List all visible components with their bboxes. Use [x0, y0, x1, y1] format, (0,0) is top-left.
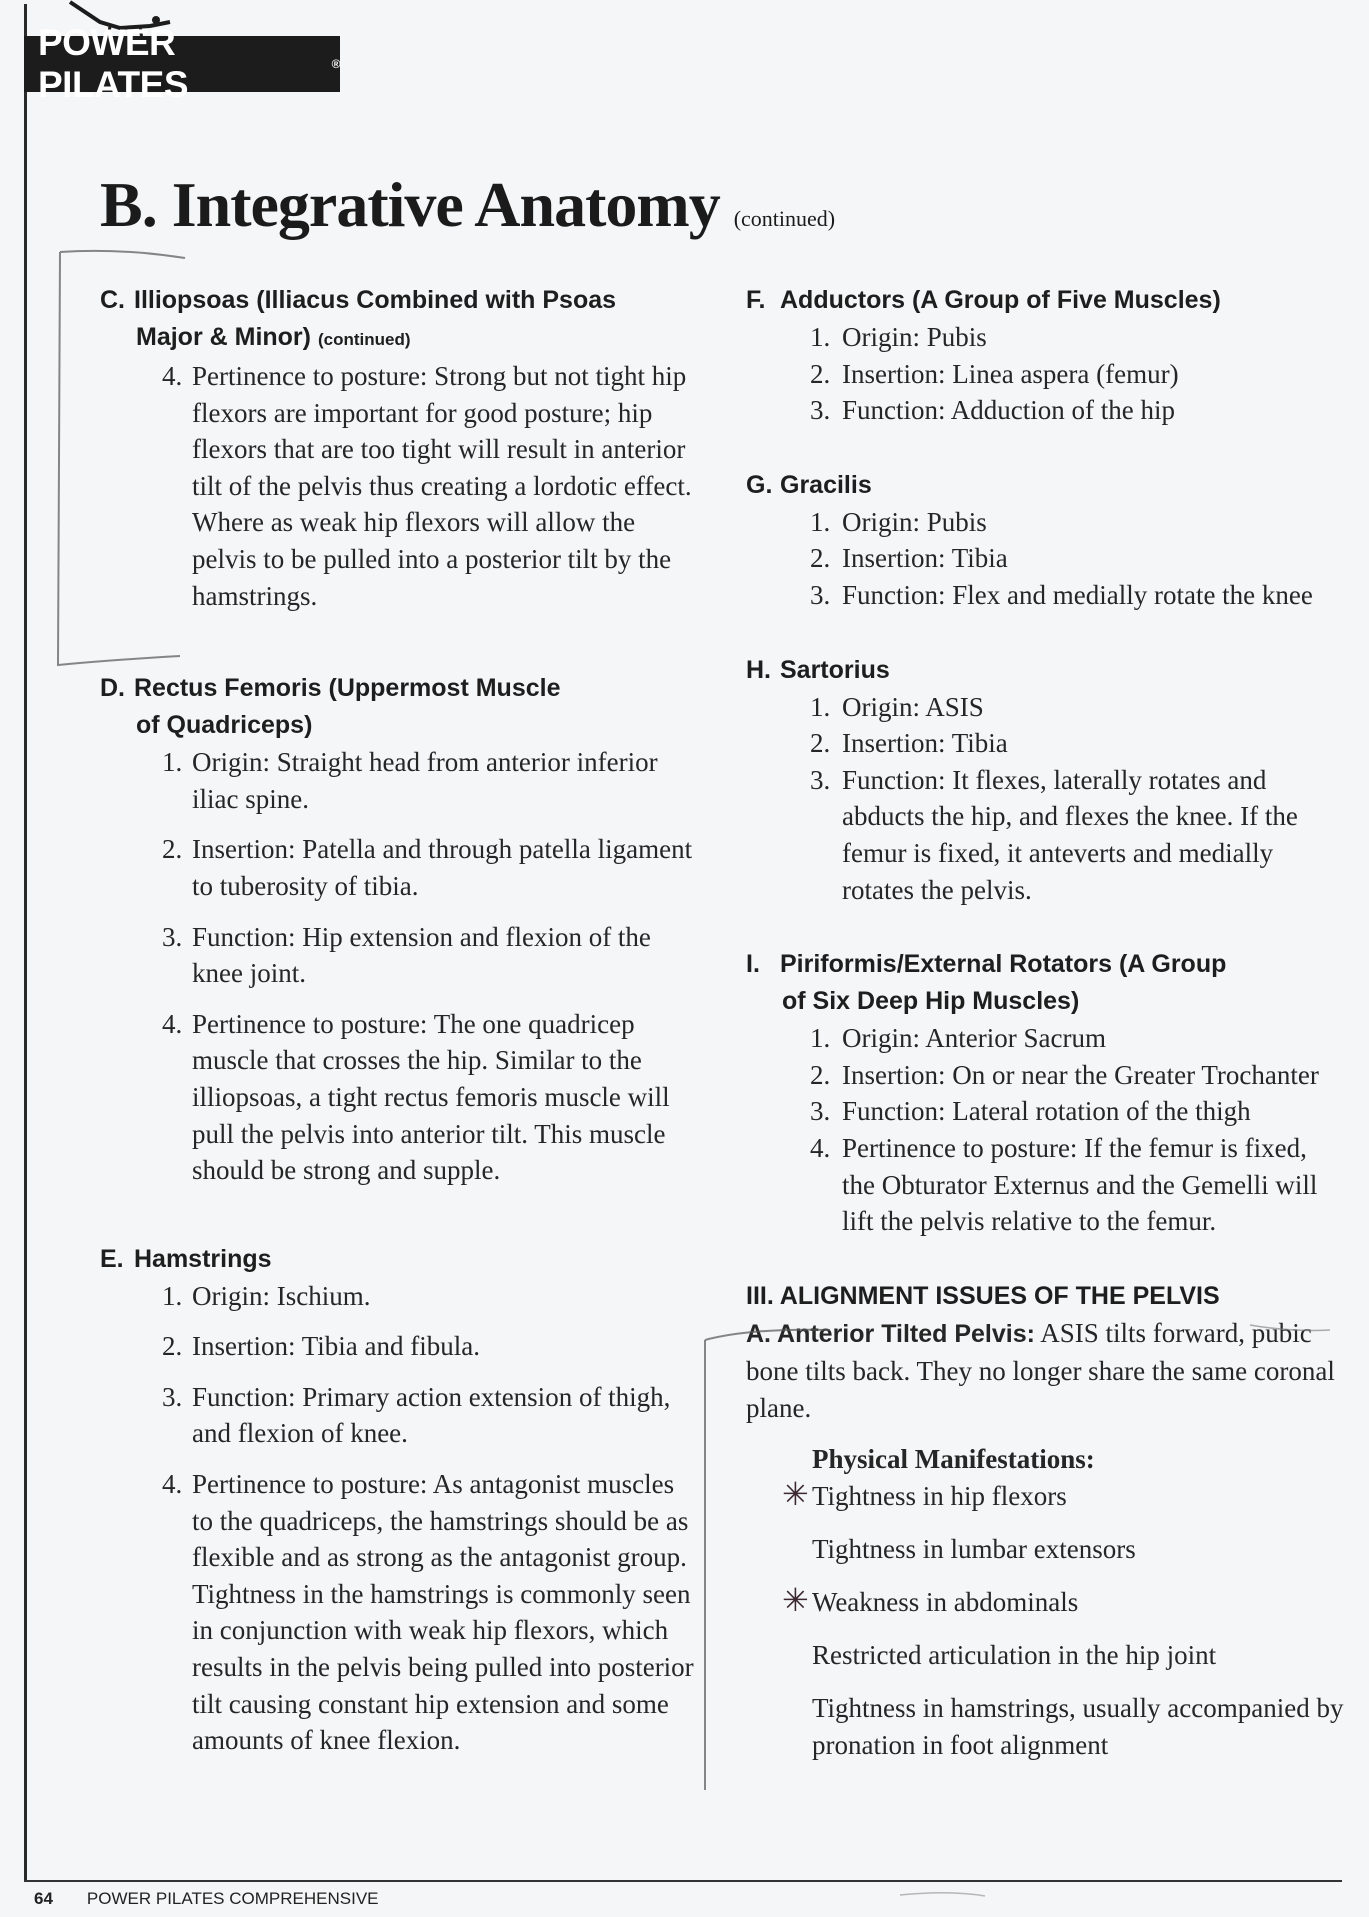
page-footer	[34, 1889, 379, 1909]
section-g-gracilis	[746, 467, 1346, 614]
list-item: 4. Pertinence to posture: Strong but not tight hip flexors are important for good posture; hip flexors that are too tight will result in anterior tilt of the pelvis thus creating a lordotic effect. Where as weak hip flexors will allow the pelvis to be pulled into a posterior tilt by the hamstrings.	[162, 361, 692, 611]
list-item: 1. Origin: Pubis	[810, 506, 987, 537]
section-c-illiopsoas	[100, 282, 700, 614]
right-column	[746, 282, 1346, 1780]
section-list	[746, 319, 1346, 429]
list-item: Restricted articulation in the hip joint	[812, 1639, 1217, 1670]
anterior-tilted-pelvis-text: A. Anterior Tilted Pelvis: ASIS tilts forward, pubic bone tilts back. They no longer share the same coronal plane.	[746, 1317, 1335, 1423]
list-item: 3. Function: Lateral rotation of the thigh	[810, 1096, 1251, 1127]
physical-manifestations-heading: Physical Manifestations:	[812, 1443, 1095, 1474]
section-d-rectus-femoris	[100, 670, 700, 1189]
list-item: 1. Origin: ASIS	[810, 691, 984, 722]
footer-rule	[24, 1880, 1342, 1882]
list-item: 4. Pertinence to posture: As antagonist muscles to the quadriceps, the hamstrings should be as flexible and as strong as the antagonist group. Tightness in the hamstrings is commonly seen in conjunction with weak hip flexors, which results in the pelvis being pulled into posterior tilt causing constant hip extension and some amounts of knee flexion.	[162, 1469, 694, 1756]
list-item: 3. Function: Primary action extension of thigh, and flexion of knee.	[162, 1381, 671, 1449]
section-list	[100, 744, 700, 1189]
list-item: ✳ Weakness in abdominals	[782, 1581, 1079, 1618]
logo-registered-mark: ®	[331, 57, 340, 71]
major-section-heading: III. ALIGNMENT ISSUES OF THE PELVIS	[746, 1281, 1220, 1310]
section-iii-alignment-issues	[746, 1278, 1346, 1764]
list-item: 1. Origin: Anterior Sacrum	[810, 1023, 1106, 1054]
section-heading: I. Piriformis/External Rotators (A Group of Six Deep Hip Muscles)	[746, 950, 1227, 1016]
list-item: 1. Origin: Straight head from anterior inferior iliac spine.	[162, 747, 658, 814]
page-title	[100, 168, 835, 242]
list-item: Tightness in hamstrings, usually accompanied by pronation in foot alignment	[812, 1692, 1344, 1760]
list-item: 1. Origin: Ischium.	[162, 1280, 371, 1311]
list-item: 4. Pertinence to posture: If the femur is fixed, the Obturator Externus and the Gemelli will lift the pelvis relative to the femur.	[810, 1132, 1318, 1237]
section-list	[746, 1020, 1346, 1240]
section-heading: F. Adductors (A Group of Five Muscles)	[746, 286, 1221, 314]
list-item: Tightness in lumbar extensors	[812, 1533, 1136, 1564]
list-item: 4. Pertinence to posture: The one quadricep muscle that crosses the hip. Similar to the illiopsoas, a tight rectus femoris muscle will pull the pelvis into anterior tilt. This muscle should be strong and supple.	[162, 1008, 670, 1186]
list-item: 1. Origin: Pubis	[810, 322, 987, 352]
section-e-hamstrings	[100, 1241, 700, 1759]
section-heading: E. Hamstrings	[100, 1244, 272, 1273]
brand-logo	[24, 22, 340, 105]
section-i-piriformis	[746, 946, 1346, 1240]
list-item: 3. Function: Flex and medially rotate the knee	[810, 579, 1313, 610]
section-list	[100, 358, 700, 614]
section-list	[746, 689, 1346, 909]
section-list	[100, 1278, 700, 1759]
handwritten-star-icon: ✳	[782, 1475, 809, 1512]
section-f-adductors	[746, 282, 1346, 429]
section-heading: H. Sartorius	[746, 655, 890, 684]
list-item: 2. Insertion: Patella and through patella ligament to tuberosity of tibia.	[162, 834, 693, 901]
page-title-main: B. Integrative Anatomy	[100, 169, 720, 240]
list-item: 3. Function: Hip extension and flexion of the knee joint.	[162, 921, 651, 989]
section-heading: C. Illiopsoas (Illiacus Combined with Psoas Major & Minor) (continued)	[100, 286, 617, 351]
left-column	[100, 282, 700, 1773]
page-number: 64	[34, 1889, 53, 1908]
list-item: 2. Insertion: On or near the Greater Trochanter	[810, 1059, 1319, 1090]
handwritten-star-icon: ✳	[782, 1581, 809, 1618]
section-h-sartorius	[746, 652, 1346, 909]
list-item: 3. Function: It flexes, laterally rotates and abducts the hip, and flexes the knee. If the femur is fixed, it anteverts and medially rotates the pelvis.	[810, 764, 1298, 905]
list-item: ✳ Tightness in hip flexors	[782, 1475, 1067, 1512]
left-margin-rule	[24, 4, 27, 1880]
list-item: 2. Insertion: Linea aspera (femur)	[810, 358, 1179, 389]
section-list	[746, 504, 1346, 614]
section-heading: G. Gracilis	[746, 470, 872, 499]
page-title-continued: (continued)	[733, 206, 836, 231]
manifestations-list	[746, 1475, 1346, 1764]
logo-text: POWER PILATES	[38, 22, 188, 105]
list-item: 2. Insertion: Tibia and fibula.	[162, 1331, 480, 1362]
list-item: 2. Insertion: Tibia	[810, 543, 1008, 574]
book-title: POWER PILATES COMPREHENSIVE	[86, 1889, 379, 1908]
list-item: 3. Function: Adduction of the hip	[810, 395, 1175, 426]
list-item: 2. Insertion: Tibia	[810, 728, 1008, 759]
section-heading: D. Rectus Femoris (Uppermost Muscle of Quadriceps)	[100, 674, 561, 740]
